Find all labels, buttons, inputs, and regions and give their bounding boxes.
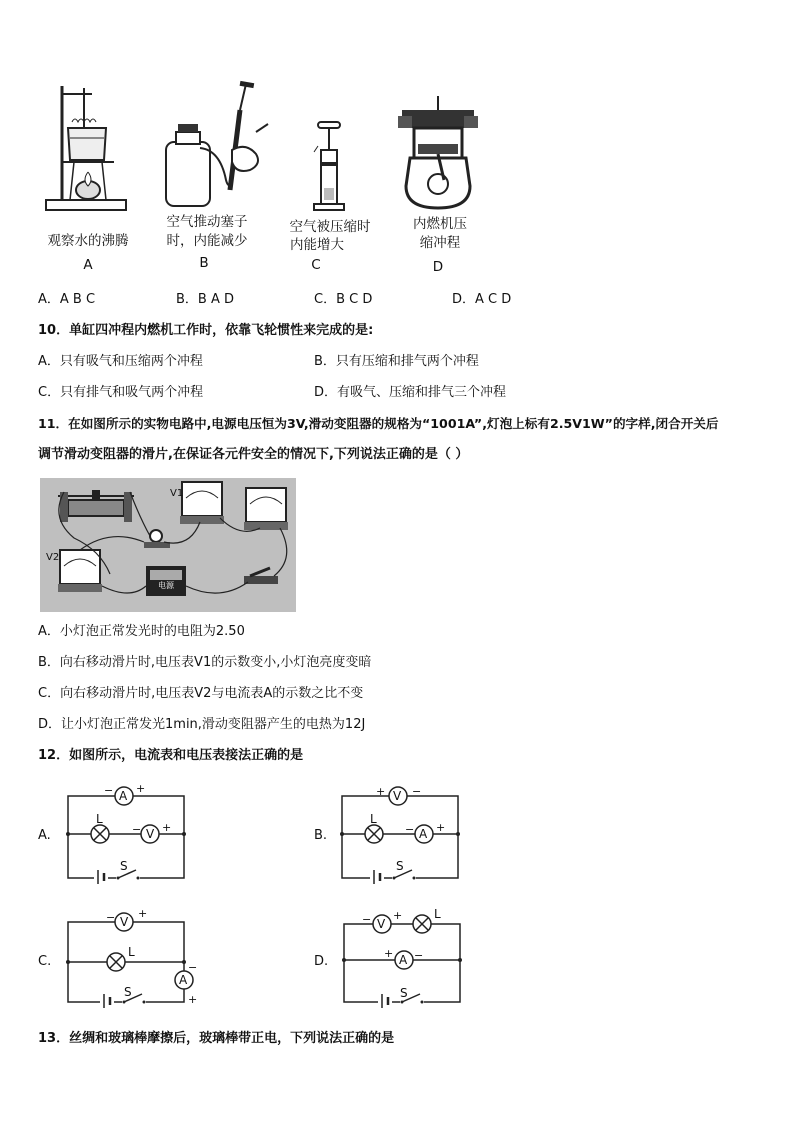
circuit-b-mid-meter: A	[419, 827, 428, 841]
circuit-d-top-minus: −	[362, 913, 372, 926]
figure-b-letter: B	[199, 255, 209, 271]
circuit-a-top-meter: A	[119, 789, 128, 803]
q11-option-d: D．让小灯泡正常发光1min,滑动变阻器产生的电热为12J	[38, 717, 366, 732]
q10-option-b: B．只有压缩和排气两个冲程	[314, 354, 479, 369]
circuit-a-top-plus: +	[136, 782, 146, 795]
figure-boiling-water	[44, 82, 130, 218]
circuit-c-side-plus: +	[188, 993, 198, 1006]
circuit-b-switch-label: S	[396, 859, 404, 873]
circuit-c-top-meter: V	[120, 915, 129, 929]
circuit-c-side-meter: A	[179, 973, 188, 987]
q9-option-d: D．A C D	[452, 292, 512, 307]
circuit-a-mid-plus: +	[162, 821, 172, 834]
q9-option-c: C．B C D	[314, 292, 373, 307]
q9-option-b: B．B A D	[176, 292, 235, 307]
circuit-d-lamp-label: L	[434, 907, 441, 921]
circuit-d-mid-minus: −	[414, 949, 424, 962]
circuit-a-mid-meter: V	[146, 827, 155, 841]
circuit-d-letter: D.	[314, 954, 329, 969]
q13-stem: 13．丝绸和玻璃棒摩擦后，玻璃棒带正电，下列说法正确的是	[38, 1031, 395, 1046]
photo-label-v2: V2	[46, 552, 60, 563]
circuit-c-switch-label: S	[124, 985, 132, 999]
photo-label-v1: V1	[170, 488, 184, 499]
circuit-a-mid-minus: −	[132, 823, 142, 836]
figure-c-letter: C	[311, 257, 321, 273]
q11-stem-line-1: 11．在如图所示的实物电路中,电源电压恒为3V,滑动变阻器的规格为“1001A”,灯泡上标有2.5V1W”的字样,闭合开关后	[38, 416, 719, 431]
q10-option-a: A．只有吸气和压缩两个冲程	[38, 354, 203, 369]
circuit-b-mid-plus: +	[436, 821, 446, 834]
circuit-b-mid-minus: −	[405, 823, 415, 836]
q10-option-c: C．只有排气和吸气两个冲程	[38, 385, 204, 400]
figure-compression-cylinder	[310, 122, 350, 212]
circuit-c-top-minus: −	[106, 911, 116, 924]
figure-bottle-pump	[160, 80, 272, 212]
circuit-d-mid-meter: A	[399, 953, 408, 967]
circuit-a-diagram	[66, 784, 190, 884]
circuit-a-top-minus: −	[104, 784, 114, 797]
figure-c-caption-2: 内能增大	[290, 237, 344, 253]
figure-b-caption-1: 空气推动塞子	[166, 214, 248, 230]
circuit-c-top-plus: +	[138, 907, 148, 920]
q10-option-d: D．有吸气、压缩和排气三个冲程	[314, 385, 507, 400]
circuit-c-letter: C.	[38, 954, 52, 969]
circuit-a-lamp-label: L	[96, 812, 103, 826]
q11-option-c: C．向右移动滑片时,电压表V2与电流表A的示数之比不变	[38, 686, 364, 701]
circuit-a-switch-label: S	[120, 859, 128, 873]
figure-a-caption: 观察水的沸腾	[47, 233, 129, 249]
q10-stem: 10．单缸四冲程内燃机工作时，依靠飞轮惯性来完成的是:	[38, 323, 374, 338]
photo-label-power: 电源	[158, 581, 174, 590]
q11-option-a: A．小灯泡正常发光时的电阻为2.50	[38, 624, 245, 639]
figure-d-caption-2: 缩冲程	[419, 235, 461, 251]
q11-option-b: B．向右移动滑片时,电压表V1的示数变小,小灯泡亮度变暗	[38, 655, 372, 670]
circuit-d-mid-plus: +	[384, 947, 394, 960]
circuit-b-top-minus: −	[412, 785, 422, 798]
circuit-b-lamp-label: L	[370, 812, 377, 826]
circuit-c-side-minus: −	[188, 961, 198, 974]
figure-d-letter: D	[432, 259, 444, 275]
circuit-d-top-plus: +	[393, 909, 403, 922]
figure-b-caption-2: 时，内能减少	[166, 233, 248, 249]
circuit-b-top-meter: V	[393, 789, 402, 803]
figure-engine	[398, 96, 478, 212]
q12-stem: 12．如图所示，电流表和电压表接法正确的是	[38, 748, 304, 763]
circuit-b-letter: B.	[314, 828, 328, 843]
figure-c-caption-1: 空气被压缩时	[289, 219, 371, 235]
q9-option-a: A．A B C	[38, 292, 96, 307]
circuit-d-top-meter: V	[377, 917, 386, 931]
circuit-b-top-plus: +	[376, 785, 386, 798]
q11-stem-line-2: 调节滑动变阻器的滑片,在保证各元件安全的情况下,下列说法正确的是（ ）	[38, 447, 469, 462]
circuit-a-letter: A.	[38, 828, 51, 843]
circuit-c-lamp-label: L	[128, 945, 135, 959]
circuit-d-switch-label: S	[400, 986, 408, 1000]
figure-d-caption-1: 内燃机压	[413, 216, 467, 232]
figure-a-letter: A	[83, 257, 93, 273]
